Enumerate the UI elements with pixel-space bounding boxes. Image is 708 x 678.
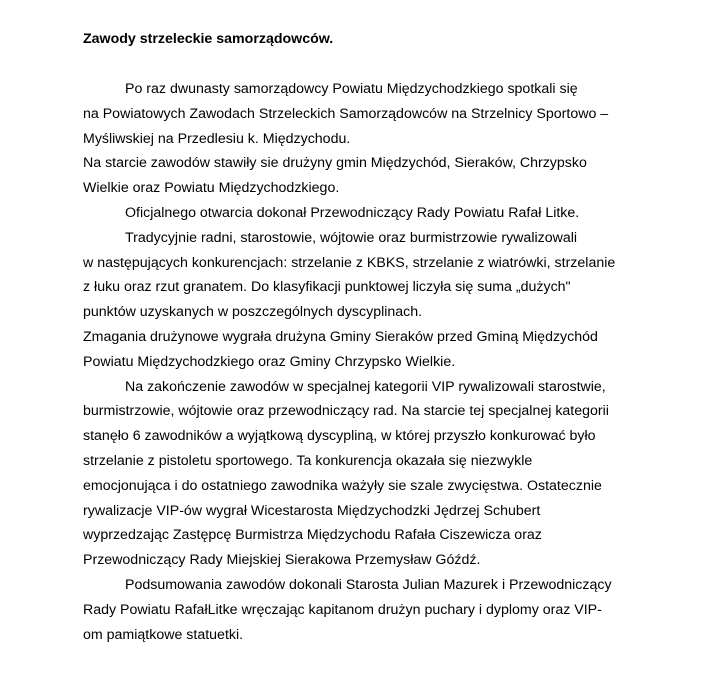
text-line: Zmagania drużynowe wygrała drużyna Gminy Sieraków przed Gminą Międzychód (83, 328, 598, 345)
text-line: Myśliwskiej na Przedlesiu k. Międzychodu. (83, 130, 351, 147)
text-line: punktów uzyskanych w poszczególnych dyscyplinach. (83, 304, 423, 321)
text-line: strzelanie z pistoletu sportowego. Ta konkurencja okazała się niezwykle (83, 452, 533, 469)
text-line: Rady Powiatu RafałLitke wręczając kapitanom drużyn puchary i dyplomy oraz VIP- (83, 601, 602, 618)
text-line: z łuku oraz rzut granatem. Do klasyfikacji punktowej liczyła się suma „dużych" (83, 279, 571, 296)
text-line: Podsumowania zawodów dokonali Starosta Julian Mazurek i Przewodniczący (125, 576, 612, 593)
text-line: Przewodniczący Rady Miejskiej Sierakowa Przemysław Góźdź. (83, 552, 481, 569)
text-line: stanęło 6 zawodników a wyjątkową dyscypliną, w której przyszło konkurować było (83, 428, 596, 445)
text-line: Po raz dwunasty samorządowcy Powiatu Międzychodzkiego spotkali się (125, 81, 578, 97)
text-line: Powiatu Międzychodzkiego oraz Gminy Chrzypsko Wielkie. (83, 353, 456, 370)
text-line: burmistrzowie, wójtowie oraz przewodniczący rad. Na starcie tej specjalnej kategorii (83, 403, 609, 420)
text-line: Wielkie oraz Powiatu Międzychodzkiego. (83, 180, 340, 197)
document-body (83, 77, 643, 647)
text-line: emocjonująca i do ostatniego zawodnika ważyły sie szale zwycięstwa. Ostatecznie (83, 477, 602, 494)
text-line: Oficjalnego otwarcia dokonał Przewodniczący Rady Powiatu Rafał Litke. (125, 204, 580, 221)
text-line: Na starcie zawodów stawiły sie drużyny gmin Międzychód, Sieraków, Chrzypsko (83, 155, 587, 172)
text-line: rywalizacje VIP-ów wygrał Wicestarosta Międzychodzki Jędrzej Schubert (83, 502, 541, 519)
text-line: Na zakończenie zawodów w specjalnej kategorii VIP rywalizowali starostwie, (125, 378, 606, 395)
text-line: wyprzedzając Zastępcę Burmistrza Międzychodu Rafała Ciszewicza oraz (83, 527, 542, 544)
text-line: Tradycyjnie radni, starostowie, wójtowie oraz burmistrzowie rywalizowali (125, 229, 578, 246)
text-line: na Powiatowych Zawodach Strzeleckich Samorządowców na Strzelnicy Sportowo – (83, 105, 609, 122)
document-title: Zawody strzeleckie samorządowców. (83, 31, 334, 47)
text-line: w następujących konkurencjach: strzelanie z KBKS, strzelanie z wiatrówki, strzelanie (83, 254, 616, 271)
text-line: om pamiątkowe statuetki. (83, 626, 244, 643)
